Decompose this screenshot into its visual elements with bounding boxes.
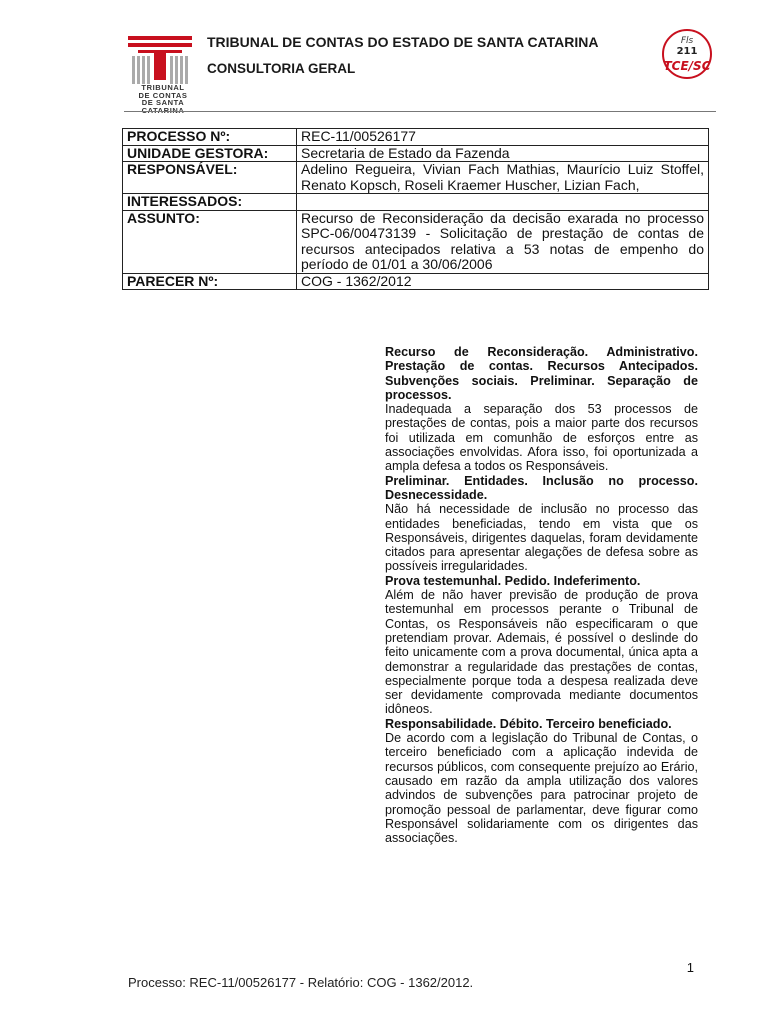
stamp-org: TCE/SC	[663, 59, 711, 73]
logo-text: TRIBUNAL DE CONTAS DE SANTA CATARINA	[138, 83, 188, 115]
institution-title: TRIBUNAL DE CONTAS DO ESTADO DE SANTA CATARINA	[207, 34, 599, 50]
table-label: UNIDADE GESTORA:	[123, 145, 297, 162]
ementa-paragraph: Não há necessidade de inclusão no processo das entidades beneficiadas, tendo em vista que os Responsáveis, dirigentes daquelas, foram devidamente citados para apresentar alegações de defesa sobre as possíveis irregularidades.	[385, 502, 698, 574]
table-label: RESPONSÁVEL:	[123, 162, 297, 194]
table-label: PROCESSO Nº:	[123, 129, 297, 146]
ementa-paragraph: Inadequada a separação dos 53 processos de prestações de contas, pois a maior parte dos recursos foi utilizada em comunhão de esforços entre as associações envolvidas. Afora isso, foi oportunizada a ampla defesa a todos os Responsáveis.	[385, 402, 698, 474]
table-value: COG - 1362/2012	[297, 273, 709, 290]
ementa-heading: Recurso de Reconsideração. Administrativo. Prestação de contas. Recursos Antecipados. Subvenções sociais. Preliminar. Separação de processos.	[385, 345, 698, 402]
table-row	[123, 210, 709, 273]
page-stamp-icon	[660, 27, 714, 81]
process-info-table	[122, 128, 709, 290]
table-row	[123, 129, 709, 146]
page-footer: Processo: REC-11/00526177 - Relatório: COG - 1362/2012.	[128, 975, 474, 990]
table-row	[123, 273, 709, 290]
table-label: INTERESSADOS:	[123, 194, 297, 211]
table-label: ASSUNTO:	[123, 210, 297, 273]
table-value: Recurso de Reconsideração da decisão exarada no processo SPC-06/00473139 - Solicitação de prestação de contas de recursos antecipados relativa a 53 notas de empenho do período de 01/01 a 30/06/2006	[297, 210, 709, 273]
table-value: Adelino Regueira, Vivian Fach Mathias, Maurício Luiz Stoffel, Renato Kopsch, Roseli Kraemer Huscher, Lizian Fach,	[297, 162, 709, 194]
ementa-paragraph: De acordo com a legislação do Tribunal de Contas, o terceiro beneficiado com a aplicação indevida de recursos públicos, com consequente prejuízo ao Erário, causado em razão da ampla utilização dos valores advindos de subvenções para patrocinar projeto de promoção pessoal de parlamentar, deve figurar como Responsável solidariamente com os dirigentes das associações.	[385, 731, 698, 846]
ementa-summary	[385, 345, 698, 845]
ementa-paragraph: Além de não haver previsão de produção de prova testemunhal em processos perante o Tribunal de Contas, os Responsáveis não especificaram o que pretendiam provar. Ademais, é possível o deslinde do feito unicamente com a prova documental, única apta a demonstrar a regularidade das prestações de contas, especialmente porque toda a despesa realizada deve ser devidamente comprovada mediante documentos idôneos.	[385, 588, 698, 717]
stamp-label: Fls	[680, 36, 694, 46]
table-value	[297, 194, 709, 211]
table-row	[123, 162, 709, 194]
table-row	[123, 194, 709, 211]
department-title: CONSULTORIA GERAL	[207, 61, 356, 76]
stamp-page: 211	[676, 46, 698, 57]
ementa-heading: Prova testemunhal. Pedido. Indeferimento.	[385, 573, 641, 588]
table-value: Secretaria de Estado da Fazenda	[297, 145, 709, 162]
ementa-heading: Responsabilidade. Débito. Terceiro beneficiado.	[385, 716, 672, 731]
table-value: REC-11/00526177	[297, 129, 709, 146]
page-number: 1	[686, 960, 694, 975]
ementa-heading: Preliminar. Entidades. Inclusão no processo. Desnecessidade.	[385, 473, 698, 502]
table-label: PARECER Nº:	[123, 273, 297, 290]
header-divider	[124, 111, 716, 112]
table-row	[123, 145, 709, 162]
